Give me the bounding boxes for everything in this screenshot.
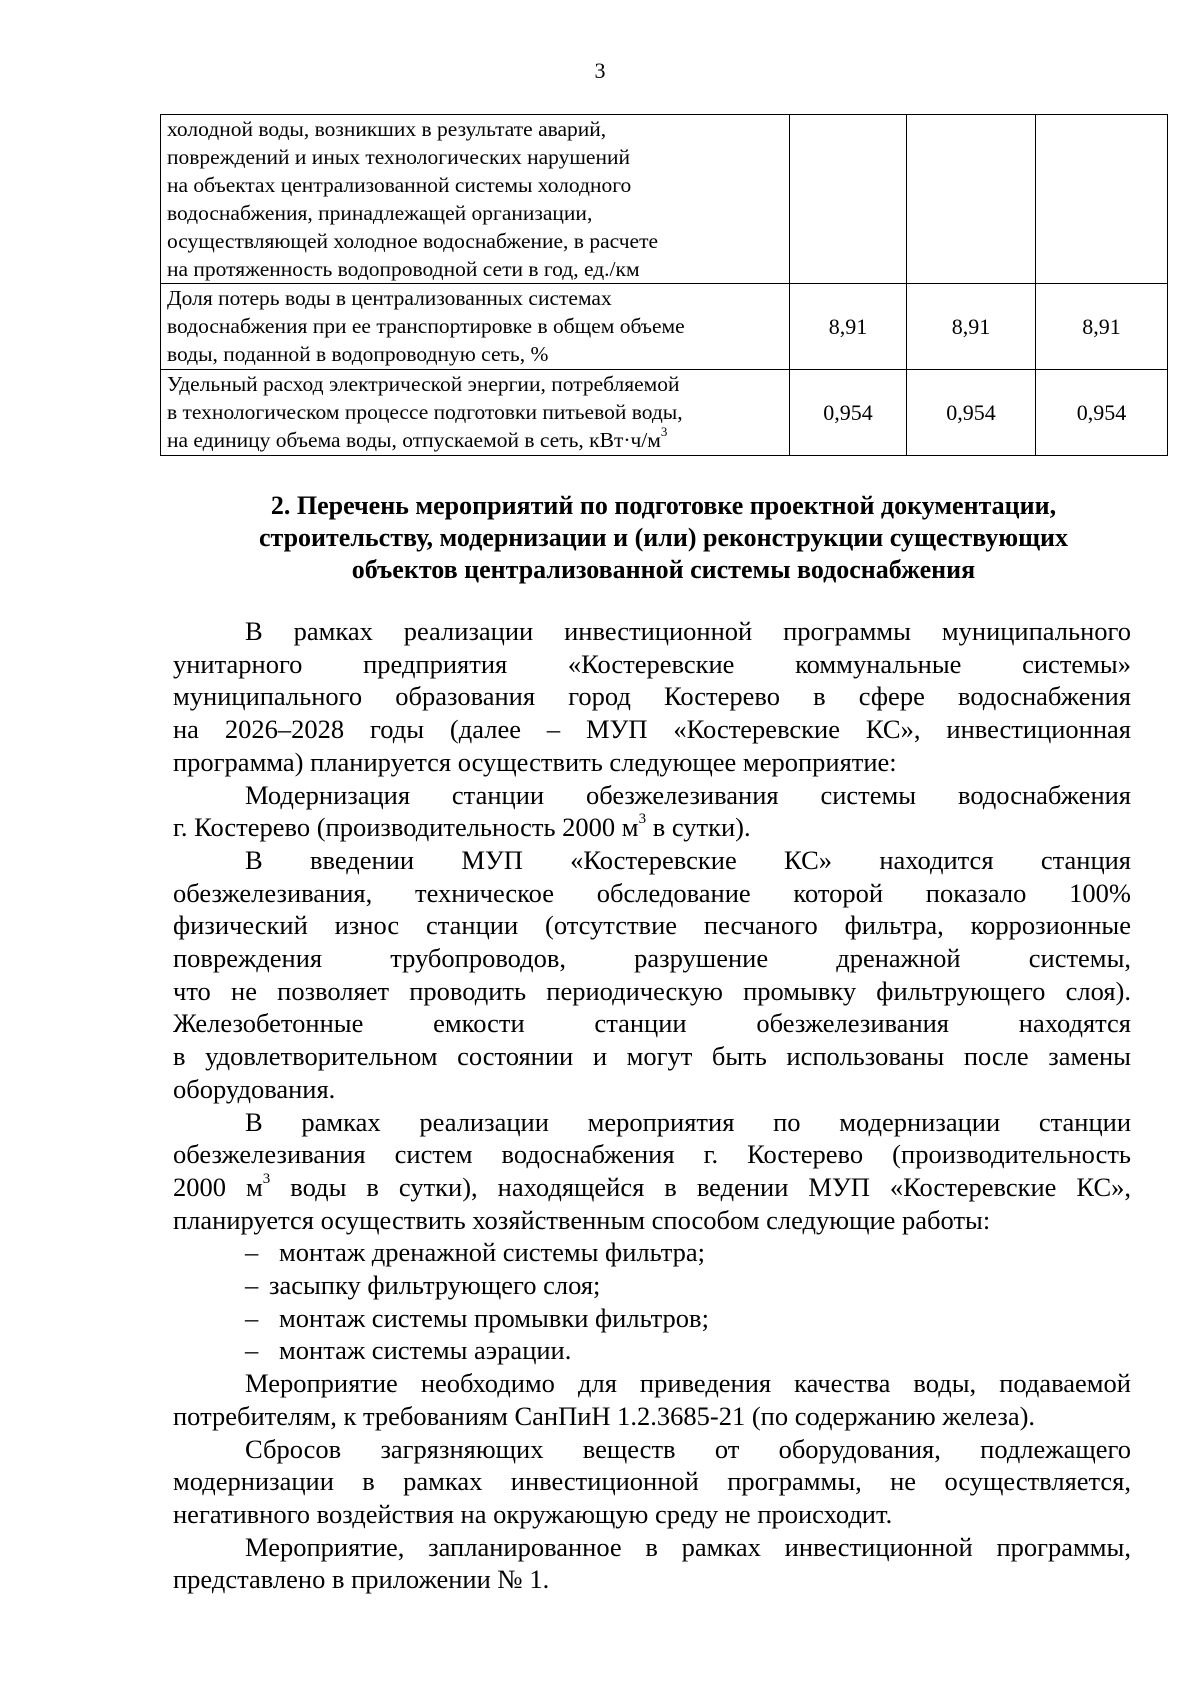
text-line: Железобетонные емкости станции обезжелезивания находятся (173, 1008, 1131, 1039)
bullet-marker: – (245, 1302, 259, 1333)
text-fragment: г. Костерево (производительность 2000 м (173, 812, 639, 843)
text-line: программа) планируется осуществить следующее мероприятие: (173, 746, 897, 777)
value-cell-2028: 8,91 (1036, 284, 1168, 370)
paragraph-program-intro (173, 615, 1131, 779)
value-cell-2027 (907, 115, 1036, 284)
text-line: В рамках реализации мероприятия по модернизации станции (245, 1106, 1131, 1137)
list-item (173, 1236, 1131, 1269)
text-line: в удовлетворительном состоянии и могут быть использованы после замены (173, 1041, 1131, 1072)
superscript: 3 (262, 1171, 271, 1188)
table-row (161, 370, 1168, 456)
section-title-line: 2. Перечень мероприятий по подготовке проектной документации, (270, 491, 1057, 520)
description-line: холодной воды, возникших в результате аварий, (167, 117, 607, 141)
text-line: Сбросов загрязняющих веществ от оборудования, подлежащего (245, 1433, 1131, 1464)
description-line: Удельный расход электрической энергии, потребляемой (167, 372, 680, 396)
text-line: модернизации в рамках инвестиционной программы, не осуществляется, (173, 1466, 1131, 1497)
text-line: Модернизация станции обезжелезивания системы водоснабжения (245, 779, 1131, 810)
list-item (173, 1334, 1131, 1367)
bullet-marker: – (245, 1237, 259, 1268)
text-line: В рамках реализации инвестиционной программы муниципального (245, 616, 1131, 646)
text-line (173, 811, 1131, 844)
description-line: осуществляющей холодное водоснабжение, в расчете (167, 229, 659, 253)
text-line: обезжелезивания систем водоснабжения г. Костерево (производительность (173, 1139, 1131, 1170)
paragraph-environment (173, 1433, 1131, 1531)
text-fragment: воды в сутки), находящейся в ведении МУП «Костеревские КС», (270, 1171, 1131, 1202)
bullet-marker: – (245, 1270, 259, 1301)
value-cell-2028 (1036, 115, 1168, 284)
table-row (161, 284, 1168, 370)
text-fragment: в сутки). (646, 812, 751, 843)
list-item-text: монтаж системы промывки фильтров; (279, 1302, 709, 1333)
description-line: повреждений и иных технологических нарушений (167, 145, 630, 169)
value-cell-2026: 0,954 (790, 370, 907, 456)
text-fragment: 2000 м (173, 1171, 263, 1202)
list-item-text: засыпку фильтрующего слоя; (269, 1270, 601, 1301)
unit-superscript: 3 (660, 423, 668, 439)
list-item-text: монтаж системы аэрации. (279, 1335, 572, 1366)
text-line: планируется осуществить хозяйственным способом следующие работы: (173, 1204, 991, 1235)
text-line (173, 1171, 1131, 1204)
indicator-description (161, 115, 790, 284)
list-item (173, 1302, 1131, 1335)
list-item-text: монтаж дренажной системы фильтра; (279, 1237, 705, 1268)
paragraph-measure (173, 779, 1131, 844)
value-cell-2028: 0,954 (1036, 370, 1168, 456)
body-text (173, 615, 1131, 1596)
indicator-description (161, 284, 790, 370)
text-line: оборудования. (173, 1073, 336, 1104)
section-title-line: объектов централизованной системы водоснабжения (351, 555, 976, 584)
bullet-marker: – (245, 1335, 259, 1366)
indicators-table (160, 114, 1168, 456)
description-line: воды, поданной в водопроводную сеть, % (167, 342, 549, 366)
text-line: обезжелезивания, техническое обследование которой показало 100% (173, 877, 1131, 908)
text-line: физический износ станции (отсутствие песчаного фильтра, коррозионные (173, 910, 1131, 941)
works-list (173, 1236, 1131, 1367)
text-line: повреждения трубопроводов, разрушение дренажной системы, (173, 943, 1131, 974)
table-row (161, 115, 1168, 284)
description-line: водоснабжения, принадлежащей организации, (167, 201, 593, 225)
page-number: 3 (594, 58, 606, 83)
description-line: на объектах централизованной системы холодного (167, 173, 632, 197)
value-cell-2027: 0,954 (907, 370, 1036, 456)
description-line: водоснабжения при ее транспортировке в общем объеме (167, 314, 685, 338)
text-line: унитарного предприятия «Костеревские коммунальные системы» (173, 648, 1131, 679)
indicator-description (161, 370, 790, 456)
text-line: потребителям, к требованиям СанПиН 1.2.3685-21 (по содержанию железа). (173, 1400, 1036, 1431)
text-line: В введении МУП «Костеревские КС» находится станция (245, 844, 1131, 875)
description-line: в технологическом процессе подготовки питьевой воды, (167, 400, 683, 424)
text-line: муниципального образования город Костерево в сфере водоснабжения (173, 681, 1131, 712)
paragraph-appendix (173, 1531, 1131, 1596)
value-cell-2026 (790, 115, 907, 284)
value-cell-2026: 8,91 (790, 284, 907, 370)
paragraph-purpose (173, 1367, 1131, 1432)
section-title-line: строительству, модернизации и (или) реконструкции существующих (258, 523, 1069, 552)
superscript: 3 (638, 811, 647, 828)
text-line: представлено в приложении № 1. (173, 1564, 550, 1595)
description-line: Доля потерь воды в централизованных системах (167, 286, 612, 310)
paragraph-condition (173, 844, 1131, 1106)
value-cell-2027: 8,91 (907, 284, 1036, 370)
description-line: на протяженность водопроводной сети в год, ед./км (167, 257, 640, 281)
text-line: Мероприятие необходимо для приведения качества воды, подаваемой (245, 1368, 1131, 1399)
paragraph-works (173, 1106, 1131, 1237)
description-text: на единицу объема воды, отпускаемой в сеть, кВт·ч/м (167, 428, 661, 452)
section-title (160, 490, 1167, 586)
text-line: негативного воздействия на окружающую среду не происходит. (173, 1498, 893, 1529)
list-item (173, 1269, 1131, 1302)
text-line: что не позволяет проводить периодическую промывку фильтрующего слоя). (173, 975, 1131, 1006)
text-line: Мероприятие, запланированное в рамках инвестиционной программы, (245, 1531, 1131, 1562)
description-line (167, 423, 783, 454)
text-line: на 2026–2028 годы (далее – МУП «Костеревские КС», инвестиционная (173, 714, 1131, 745)
